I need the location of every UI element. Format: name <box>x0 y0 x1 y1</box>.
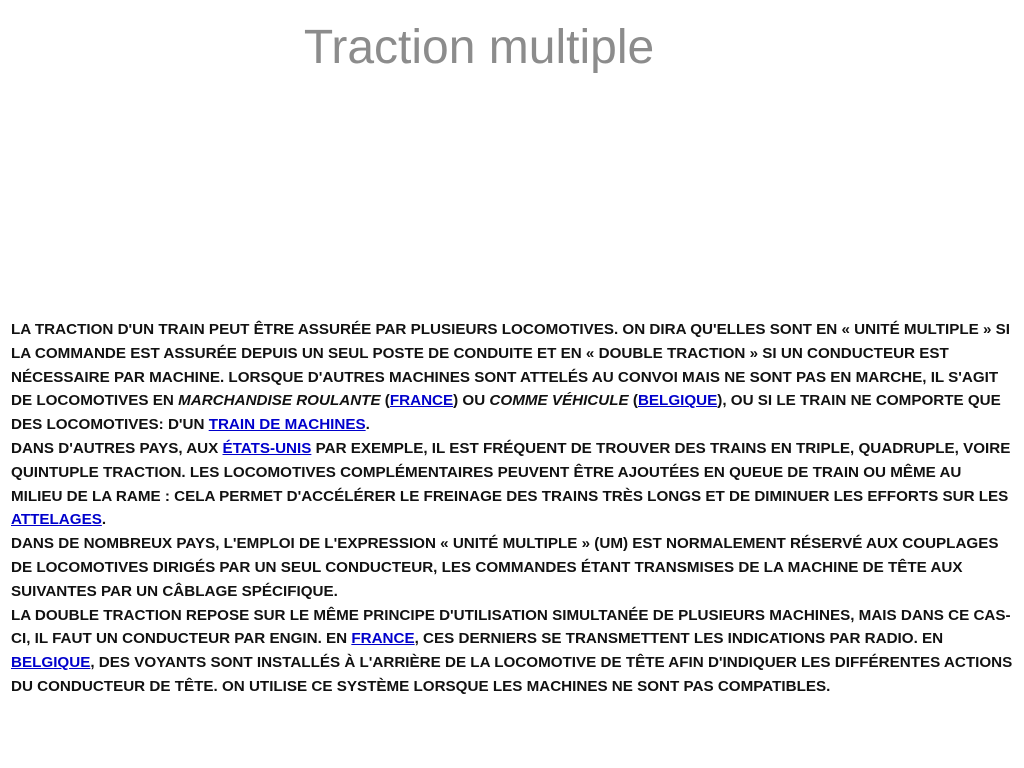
text-segment: ( <box>380 392 390 410</box>
paragraph-2 <box>11 437 1015 532</box>
text-segment: . <box>365 416 370 434</box>
text-segment: DANS D'AUTRES PAYS, AUX <box>11 439 223 457</box>
paragraph-3 <box>11 532 1015 603</box>
text-segment: LA DOUBLE TRACTION REPOSE SUR LE MÊME PRINCIPE D'UTILISATION SIMULTANÉE DE PLUSIEURS MACHINES, MAIS DANS CE CAS-CI, IL FAUT UN CONDUCTEUR PAR ENGIN. EN <box>11 606 1011 648</box>
link-france[interactable]: FRANCE <box>389 392 454 410</box>
paragraph-1 <box>11 318 1015 437</box>
link-attelages[interactable]: ATTELAGES <box>11 511 102 529</box>
text-segment: LA TRACTION D'UN TRAIN PEUT ÊTRE ASSURÉE PAR PLUSIEURS LOCOMOTIVES. ON DIRA QU'ELLES SONT EN « UNITÉ MULTIPLE » SI LA COMMANDE EST ASSURÉE DEPUIS UN SEUL POSTE DE CONDUITE ET EN « DOUBLE TRACTION » SI UN CONDUCTEUR EST NÉCESSAIRE PAR MACHINE. LORSQUE D'AUTRES MACHINES SONT ATTELÉS AU CONVOI MAIS NE SONT PAS EN MARCHE, IL S'AGIT DE LOCOMOTIVES EN <box>11 321 1010 410</box>
link-belgique[interactable]: BELGIQUE <box>11 654 91 672</box>
text-segment: ) OU <box>453 392 490 410</box>
text-segment: . <box>101 511 107 529</box>
text-segment: ( <box>628 392 638 410</box>
paragraph-4 <box>11 604 1015 699</box>
italic-term-marchandise-roulante: MARCHANDISE ROULANTE <box>178 392 381 410</box>
text-segment: , DES VOYANTS SONT INSTALLÉS À L'ARRIÈRE DE LA LOCOMOTIVE DE TÊTE AFIN D'INDIQUER LES DIFFÉRENTES ACTIONS DU CONDUCTEUR DE TÊTE. ON UTILISE CE SYSTÈME LORSQUE LES MACHINES NE SONT PAS COMPATIBLES. <box>11 654 1013 695</box>
text-segment: PAR EXEMPLE, IL EST FRÉQUENT DE TROUVER DES TRAINS EN TRIPLE, QUADRUPLE, VOIRE QUINTUPLE TRACTION. LES LOCOMOTIVES COMPLÉMENTAIRES PEUVENT ÊTRE AJOUTÉES EN QUEUE DE TRAIN OU MÊME AU MILIEU DE LA RAME : CELA PERMET D'ACCÉLÉRER LE FREINAGE DES TRAINS TRÈS LONGS ET DE DIMINUER LES EFFORTS SUR LES <box>11 439 1011 505</box>
italic-term-comme-vehicule: COMME VÉHICULE <box>489 392 629 410</box>
text-segment: DANS DE NOMBREUX PAYS, L'EMPLOI DE L'EXPRESSION « UNITÉ MULTIPLE » (UM) EST NORMALEMENT RÉSERVÉ AUX COUPLAGES DE LOCOMOTIVES DIRIGÉS PAR UN SEUL CONDUCTEUR, LES COMMANDES ÉTANT TRANSMISES DE LA MACHINE DE TÊTE AUX SUIVANTES PAR UN CÂBLAGE SPÉCIFIQUE. <box>11 535 999 600</box>
link-etats-unis[interactable]: ÉTATS-UNIS <box>222 439 312 457</box>
text-segment: ), OU SI LE TRAIN NE COMPORTE QUE DES LOCOMOTIVES: D'UN <box>11 392 1001 434</box>
text-segment: , CES DERNIERS SE TRANSMETTENT LES INDICATIONS PAR RADIO. EN <box>414 630 944 648</box>
slide-title: Traction multiple <box>303 21 655 74</box>
link-belgique[interactable]: BELGIQUE <box>637 392 718 410</box>
body-text <box>11 318 1015 699</box>
link-france[interactable]: FRANCE <box>351 630 415 648</box>
link-train-de-machines[interactable]: TRAIN DE MACHINES <box>208 416 366 434</box>
